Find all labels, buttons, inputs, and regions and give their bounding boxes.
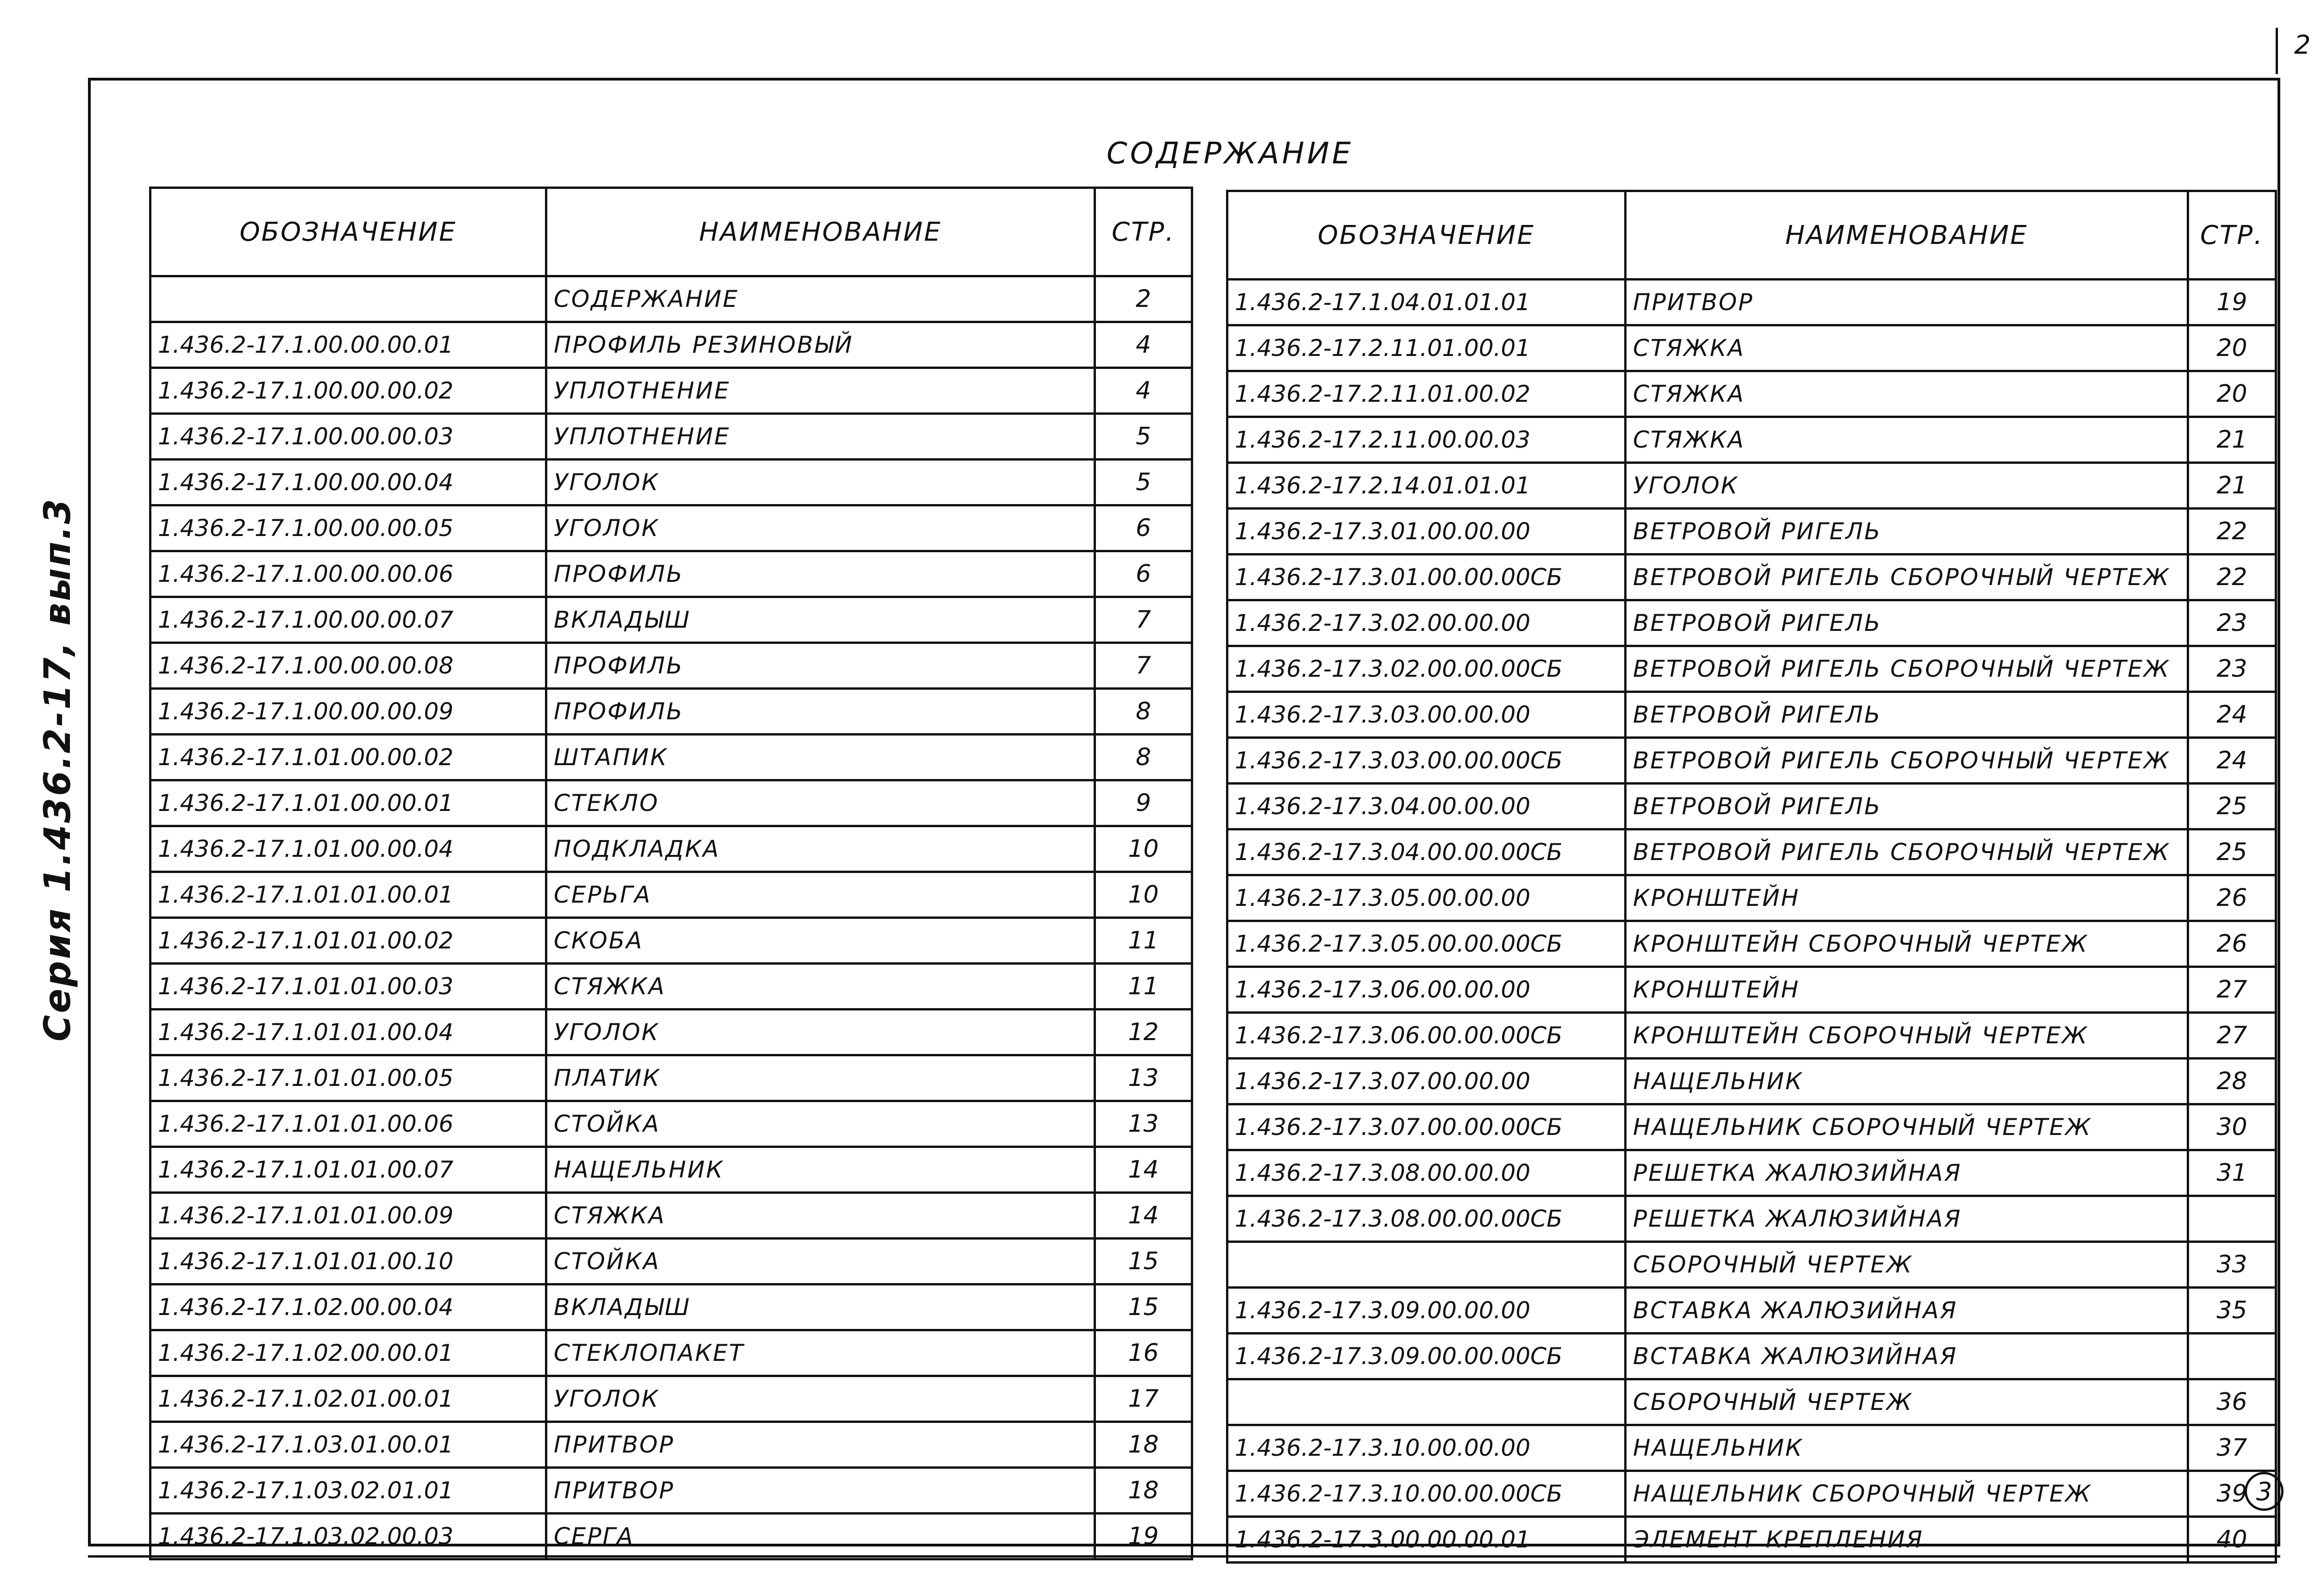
cell-page: 7 [1095,643,1192,689]
cell-page: 6 [1095,505,1192,551]
cell-name: ПРИТВОР [546,1422,1095,1468]
cell-code: 1.436.2-17.2.11.01.00.02 [1227,371,1626,417]
cell-page: 35 [2188,1288,2276,1334]
cell-code: 1.436.2-17.3.04.00.00.00 [1227,784,1626,829]
cell-code [1227,1242,1626,1288]
cell-code: 1.436.2-17.1.00.00.00.03 [150,414,546,460]
table-row [150,551,1192,597]
table-row [1227,1059,2276,1104]
cell-name: УПЛОТНЕНИЕ [546,368,1095,414]
cell-name: СТЯЖКА [1626,417,2188,463]
table-row [150,368,1192,414]
cell-name: КРОНШТЕЙН [1626,967,2188,1013]
cell-code: 1.436.2-17.3.05.00.00.00 [1227,875,1626,921]
cell-code: 1.436.2-17.1.03.02.00.03 [150,1514,546,1559]
cell-name: ВЕТРОВОЙ РИГЕЛЬ [1626,600,2188,646]
cell-name: КРОНШТЕЙН СБОРОЧНЫЙ ЧЕРТЕЖ [1626,1013,2188,1059]
cell-name: УГОЛОК [546,460,1095,505]
cell-code: 1.436.2-17.1.00.00.00.08 [150,643,546,689]
cell-code: 1.436.2-17.3.04.00.00.00СБ [1227,829,1626,875]
cell-code: 1.436.2-17.2.11.01.00.01 [1227,325,1626,371]
cell-page: 36 [2188,1379,2276,1425]
cell-name: УГОЛОК [546,505,1095,551]
bottom-rule [88,1555,2280,1558]
cell-page: 28 [2188,1059,2276,1104]
cell-code: 1.436.2-17.1.01.01.00.02 [150,918,546,964]
cell-page: 26 [2188,875,2276,921]
table-row [1227,1425,2276,1471]
cell-code: 1.436.2-17.3.06.00.00.00 [1227,967,1626,1013]
table-row [150,322,1192,368]
table-row [1227,1379,2276,1425]
cell-name: СТЯЖКА [546,964,1095,1010]
cell-name: ПРИТВОР [546,1468,1095,1514]
cell-name: ВЕТРОВОЙ РИГЕЛЬ СБОРОЧНЫЙ ЧЕРТЕЖ [1626,829,2188,875]
cell-page: 8 [1095,689,1192,735]
cell-name: ВЕТРОВОЙ РИГЕЛЬ СБОРОЧНЫЙ ЧЕРТЕЖ [1626,646,2188,692]
cell-name: ЭЛЕМЕНТ КРЕПЛЕНИЯ [1626,1517,2188,1563]
toc-table-right [1226,190,2277,1564]
cell-code: 1.436.2-17.1.00.00.00.09 [150,689,546,735]
cell-name: ВЕТРОВОЙ РИГЕЛЬ [1626,784,2188,829]
cell-name: ВКЛАДЫШ [546,1284,1095,1330]
cell-page: 22 [2188,555,2276,600]
cell-name: НАЩЕЛЬНИК СБОРОЧНЫЙ ЧЕРТЕЖ [1626,1104,2188,1150]
cell-page: 30 [2188,1104,2276,1150]
cell-page: 5 [1095,460,1192,505]
table-row [1227,1334,2276,1379]
cell-name: ВКЛАДЫШ [546,597,1095,643]
cell-name: СТОЙКА [546,1239,1095,1284]
table-row [150,1422,1192,1468]
table-row [150,276,1192,322]
table-row [150,505,1192,551]
table-row [1227,1196,2276,1242]
toc-table-left [149,187,1193,1560]
cell-code: 1.436.2-17.1.01.01.00.01 [150,872,546,918]
cell-name: ШТАПИК [546,735,1095,780]
cell-name: НАЩЕЛЬНИК СБОРОЧНЫЙ ЧЕРТЕЖ [1626,1471,2188,1517]
table-row [1227,692,2276,738]
cell-page [2188,1334,2276,1379]
document-title: СОДЕРЖАНИЕ [1107,137,1354,171]
cell-page: 11 [1095,964,1192,1010]
header-page: СТР. [2188,191,2276,280]
cell-code: 1.436.2-17.3.09.00.00.00 [1227,1288,1626,1334]
cell-name: ПЛАТИК [546,1055,1095,1101]
cell-page: 13 [1095,1055,1192,1101]
table-row [1227,1471,2276,1517]
cell-name: ВСТАВКА ЖАЛЮЗИЙНАЯ [1626,1334,2188,1379]
cell-code: 1.436.2-17.3.03.00.00.00СБ [1227,738,1626,784]
cell-page: 27 [2188,967,2276,1013]
table-row [150,1193,1192,1239]
table-row [150,826,1192,872]
cell-page: 39 [2188,1471,2276,1517]
table-row [1227,280,2276,325]
cell-name: ВЕТРОВОЙ РИГЕЛЬ [1626,692,2188,738]
header-name: НАИМЕНОВАНИЕ [546,188,1095,276]
table-row [150,1055,1192,1101]
cell-code: 1.436.2-17.1.01.00.00.02 [150,735,546,780]
cell-code: 1.436.2-17.1.03.02.01.01 [150,1468,546,1514]
cell-code: 1.436.2-17.3.07.00.00.00 [1227,1059,1626,1104]
cell-name: СТЯЖКА [1626,371,2188,417]
cell-code: 1.436.2-17.2.11.00.00.03 [1227,417,1626,463]
cell-page: 20 [2188,325,2276,371]
table-row [1227,646,2276,692]
cell-page: 6 [1095,551,1192,597]
table-row [1227,875,2276,921]
cell-code: 1.436.2-17.1.01.01.00.04 [150,1010,546,1055]
table-row [150,1147,1192,1193]
table-row [1227,829,2276,875]
cell-name: РЕШЕТКА ЖАЛЮЗИЙНАЯ [1626,1150,2188,1196]
cell-page: 24 [2188,692,2276,738]
cell-code: 1.436.2-17.3.09.00.00.00СБ [1227,1334,1626,1379]
cell-code [150,276,546,322]
cell-page: 14 [1095,1147,1192,1193]
cell-name: СБОРОЧНЫЙ ЧЕРТЕЖ [1626,1379,2188,1425]
cell-code: 1.436.2-17.1.02.00.00.04 [150,1284,546,1330]
cell-code: 1.436.2-17.1.01.00.00.01 [150,780,546,826]
table-row [150,643,1192,689]
cell-page: 19 [1095,1514,1192,1559]
cell-code: 1.436.2-17.1.00.00.00.04 [150,460,546,505]
cell-name: СЕРЬГА [546,872,1095,918]
cell-code: 1.436.2-17.1.01.01.00.10 [150,1239,546,1284]
cell-code [1227,1379,1626,1425]
cell-code: 1.436.2-17.3.00.00.00.01 [1227,1517,1626,1563]
table-row [150,735,1192,780]
cell-page: 7 [1095,597,1192,643]
cell-code: 1.436.2-17.1.02.00.00.01 [150,1330,546,1376]
cell-name: КРОНШТЕЙН СБОРОЧНЫЙ ЧЕРТЕЖ [1626,921,2188,967]
cell-page: 23 [2188,646,2276,692]
header-code: ОБОЗНАЧЕНИЕ [150,188,546,276]
cell-page: 21 [2188,417,2276,463]
table-row [1227,555,2276,600]
cell-page: 9 [1095,780,1192,826]
cell-page: 4 [1095,368,1192,414]
table-row [1227,463,2276,509]
cell-name: ПРОФИЛЬ [546,643,1095,689]
cell-page: 21 [2188,463,2276,509]
cell-page: 11 [1095,918,1192,964]
table-row [150,460,1192,505]
cell-page: 22 [2188,509,2276,555]
header-page: СТР. [1095,188,1192,276]
cell-code: 1.436.2-17.1.01.01.00.09 [150,1193,546,1239]
cell-page: 23 [2188,600,2276,646]
cell-name: УГОЛОК [1626,463,2188,509]
table-header-row [1227,191,2276,280]
cell-page: 31 [2188,1150,2276,1196]
cell-code: 1.436.2-17.1.02.01.00.01 [150,1376,546,1422]
table-row [1227,1104,2276,1150]
cell-code: 1.436.2-17.3.08.00.00.00СБ [1227,1196,1626,1242]
cell-page: 17 [1095,1376,1192,1422]
cell-code: 1.436.2-17.3.05.00.00.00СБ [1227,921,1626,967]
cell-code: 1.436.2-17.2.14.01.01.01 [1227,463,1626,509]
cell-code: 1.436.2-17.3.01.00.00.00 [1227,509,1626,555]
cell-name: УПЛОТНЕНИЕ [546,414,1095,460]
table-row [1227,1288,2276,1334]
table-row [150,1239,1192,1284]
table-row [150,918,1192,964]
cell-page: 2 [1095,276,1192,322]
cell-code: 1.436.2-17.1.01.01.00.05 [150,1055,546,1101]
cell-page: 25 [2188,784,2276,829]
cell-page: 26 [2188,921,2276,967]
cell-name: СТЯЖКА [546,1193,1095,1239]
cell-code: 1.436.2-17.1.01.00.00.04 [150,826,546,872]
cell-name: ПОДКЛАДКА [546,826,1095,872]
table-row [1227,325,2276,371]
page-number-divider [2276,28,2278,74]
cell-page: 27 [2188,1013,2276,1059]
table-row [150,1284,1192,1330]
cell-name: РЕШЕТКА ЖАЛЮЗИЙНАЯ [1626,1196,2188,1242]
cell-name: ВЕТРОВОЙ РИГЕЛЬ СБОРОЧНЫЙ ЧЕРТЕЖ [1626,738,2188,784]
cell-name: СОДЕРЖАНИЕ [546,276,1095,322]
table-row [150,1468,1192,1514]
cell-code: 1.436.2-17.1.04.01.01.01 [1227,280,1626,325]
cell-name: НАЩЕЛЬНИК [1626,1059,2188,1104]
cell-page: 13 [1095,1101,1192,1147]
table-row [1227,509,2276,555]
cell-page: 5 [1095,414,1192,460]
cell-name: ВСТАВКА ЖАЛЮЗИЙНАЯ [1626,1288,2188,1334]
cell-code: 1.436.2-17.3.01.00.00.00СБ [1227,555,1626,600]
table-row [150,1376,1192,1422]
cell-code: 1.436.2-17.1.00.00.00.01 [150,322,546,368]
cell-name: СЕРГА [546,1514,1095,1559]
cell-code: 1.436.2-17.3.06.00.00.00СБ [1227,1013,1626,1059]
table-row [1227,1013,2276,1059]
cell-code: 1.436.2-17.3.02.00.00.00 [1227,600,1626,646]
cell-code: 1.436.2-17.1.01.01.00.03 [150,964,546,1010]
cell-code: 1.436.2-17.3.08.00.00.00 [1227,1150,1626,1196]
cell-name: ВЕТРОВОЙ РИГЕЛЬ [1626,509,2188,555]
cell-name: НАЩЕЛЬНИК [1626,1425,2188,1471]
cell-page: 37 [2188,1425,2276,1471]
cell-name: ПРИТВОР [1626,280,2188,325]
table-row [1227,417,2276,463]
cell-page: 18 [1095,1422,1192,1468]
cell-name: ПРОФИЛЬ РЕЗИНОВЫЙ [546,322,1095,368]
cell-page: 15 [1095,1239,1192,1284]
cell-page: 18 [1095,1468,1192,1514]
cell-code: 1.436.2-17.1.00.00.00.06 [150,551,546,597]
table-row [150,1101,1192,1147]
cell-name: НАЩЕЛЬНИК [546,1147,1095,1193]
cell-page: 10 [1095,872,1192,918]
header-name: НАИМЕНОВАНИЕ [1626,191,2188,280]
cell-code: 1.436.2-17.3.03.00.00.00 [1227,692,1626,738]
cell-page: 19 [2188,280,2276,325]
cell-name: СТЕКЛО [546,780,1095,826]
table-row [150,1010,1192,1055]
cell-page: 4 [1095,322,1192,368]
header-code: ОБОЗНАЧЕНИЕ [1227,191,1626,280]
page-number: 2 [2294,30,2311,60]
cell-name: СТЯЖКА [1626,325,2188,371]
cell-name: ПРОФИЛЬ [546,689,1095,735]
cell-name: УГОЛОК [546,1010,1095,1055]
sheet-number-circle: 3 [2245,1472,2284,1511]
table-row [150,964,1192,1010]
cell-page: 40 [2188,1517,2276,1563]
cell-page: 25 [2188,829,2276,875]
table-row [150,597,1192,643]
cell-code: 1.436.2-17.3.10.00.00.00 [1227,1425,1626,1471]
cell-name: СКОБА [546,918,1095,964]
series-label: Серия 1.436.2-17, вып.3 [37,497,79,1041]
cell-code: 1.436.2-17.1.00.00.00.07 [150,597,546,643]
cell-page: 8 [1095,735,1192,780]
cell-code: 1.436.2-17.3.10.00.00.00СБ [1227,1471,1626,1517]
cell-code: 1.436.2-17.1.03.01.00.01 [150,1422,546,1468]
toc-left-body [150,276,1192,1559]
table-row [150,1514,1192,1559]
table-row [1227,1242,2276,1288]
cell-page: 20 [2188,371,2276,417]
cell-name: СТОЙКА [546,1101,1095,1147]
cell-page: 10 [1095,826,1192,872]
cell-name: ПРОФИЛЬ [546,551,1095,597]
cell-page: 15 [1095,1284,1192,1330]
cell-code: 1.436.2-17.1.00.00.00.05 [150,505,546,551]
table-row [1227,600,2276,646]
cell-name: КРОНШТЕЙН [1626,875,2188,921]
cell-code: 1.436.2-17.1.01.01.00.06 [150,1101,546,1147]
table-row [150,414,1192,460]
table-row [1227,921,2276,967]
cell-page: 12 [1095,1010,1192,1055]
table-row [150,780,1192,826]
cell-page: 33 [2188,1242,2276,1288]
cell-page: 16 [1095,1330,1192,1376]
table-header-row [150,188,1192,276]
cell-page: 24 [2188,738,2276,784]
table-row [1227,371,2276,417]
table-row [1227,738,2276,784]
cell-code: 1.436.2-17.1.00.00.00.02 [150,368,546,414]
table-row [150,689,1192,735]
cell-code: 1.436.2-17.3.02.00.00.00СБ [1227,646,1626,692]
cell-name: СТЕКЛОПАКЕТ [546,1330,1095,1376]
toc-right-body [1227,280,2276,1563]
table-row [1227,967,2276,1013]
cell-code: 1.436.2-17.3.07.00.00.00СБ [1227,1104,1626,1150]
cell-name: УГОЛОК [546,1376,1095,1422]
cell-code: 1.436.2-17.1.01.01.00.07 [150,1147,546,1193]
table-row [1227,1150,2276,1196]
cell-page [2188,1196,2276,1242]
cell-name: ВЕТРОВОЙ РИГЕЛЬ СБОРОЧНЫЙ ЧЕРТЕЖ [1626,555,2188,600]
cell-page: 14 [1095,1193,1192,1239]
cell-name: СБОРОЧНЫЙ ЧЕРТЕЖ [1626,1242,2188,1288]
table-row [1227,784,2276,829]
table-row [150,1330,1192,1376]
table-row [150,872,1192,918]
